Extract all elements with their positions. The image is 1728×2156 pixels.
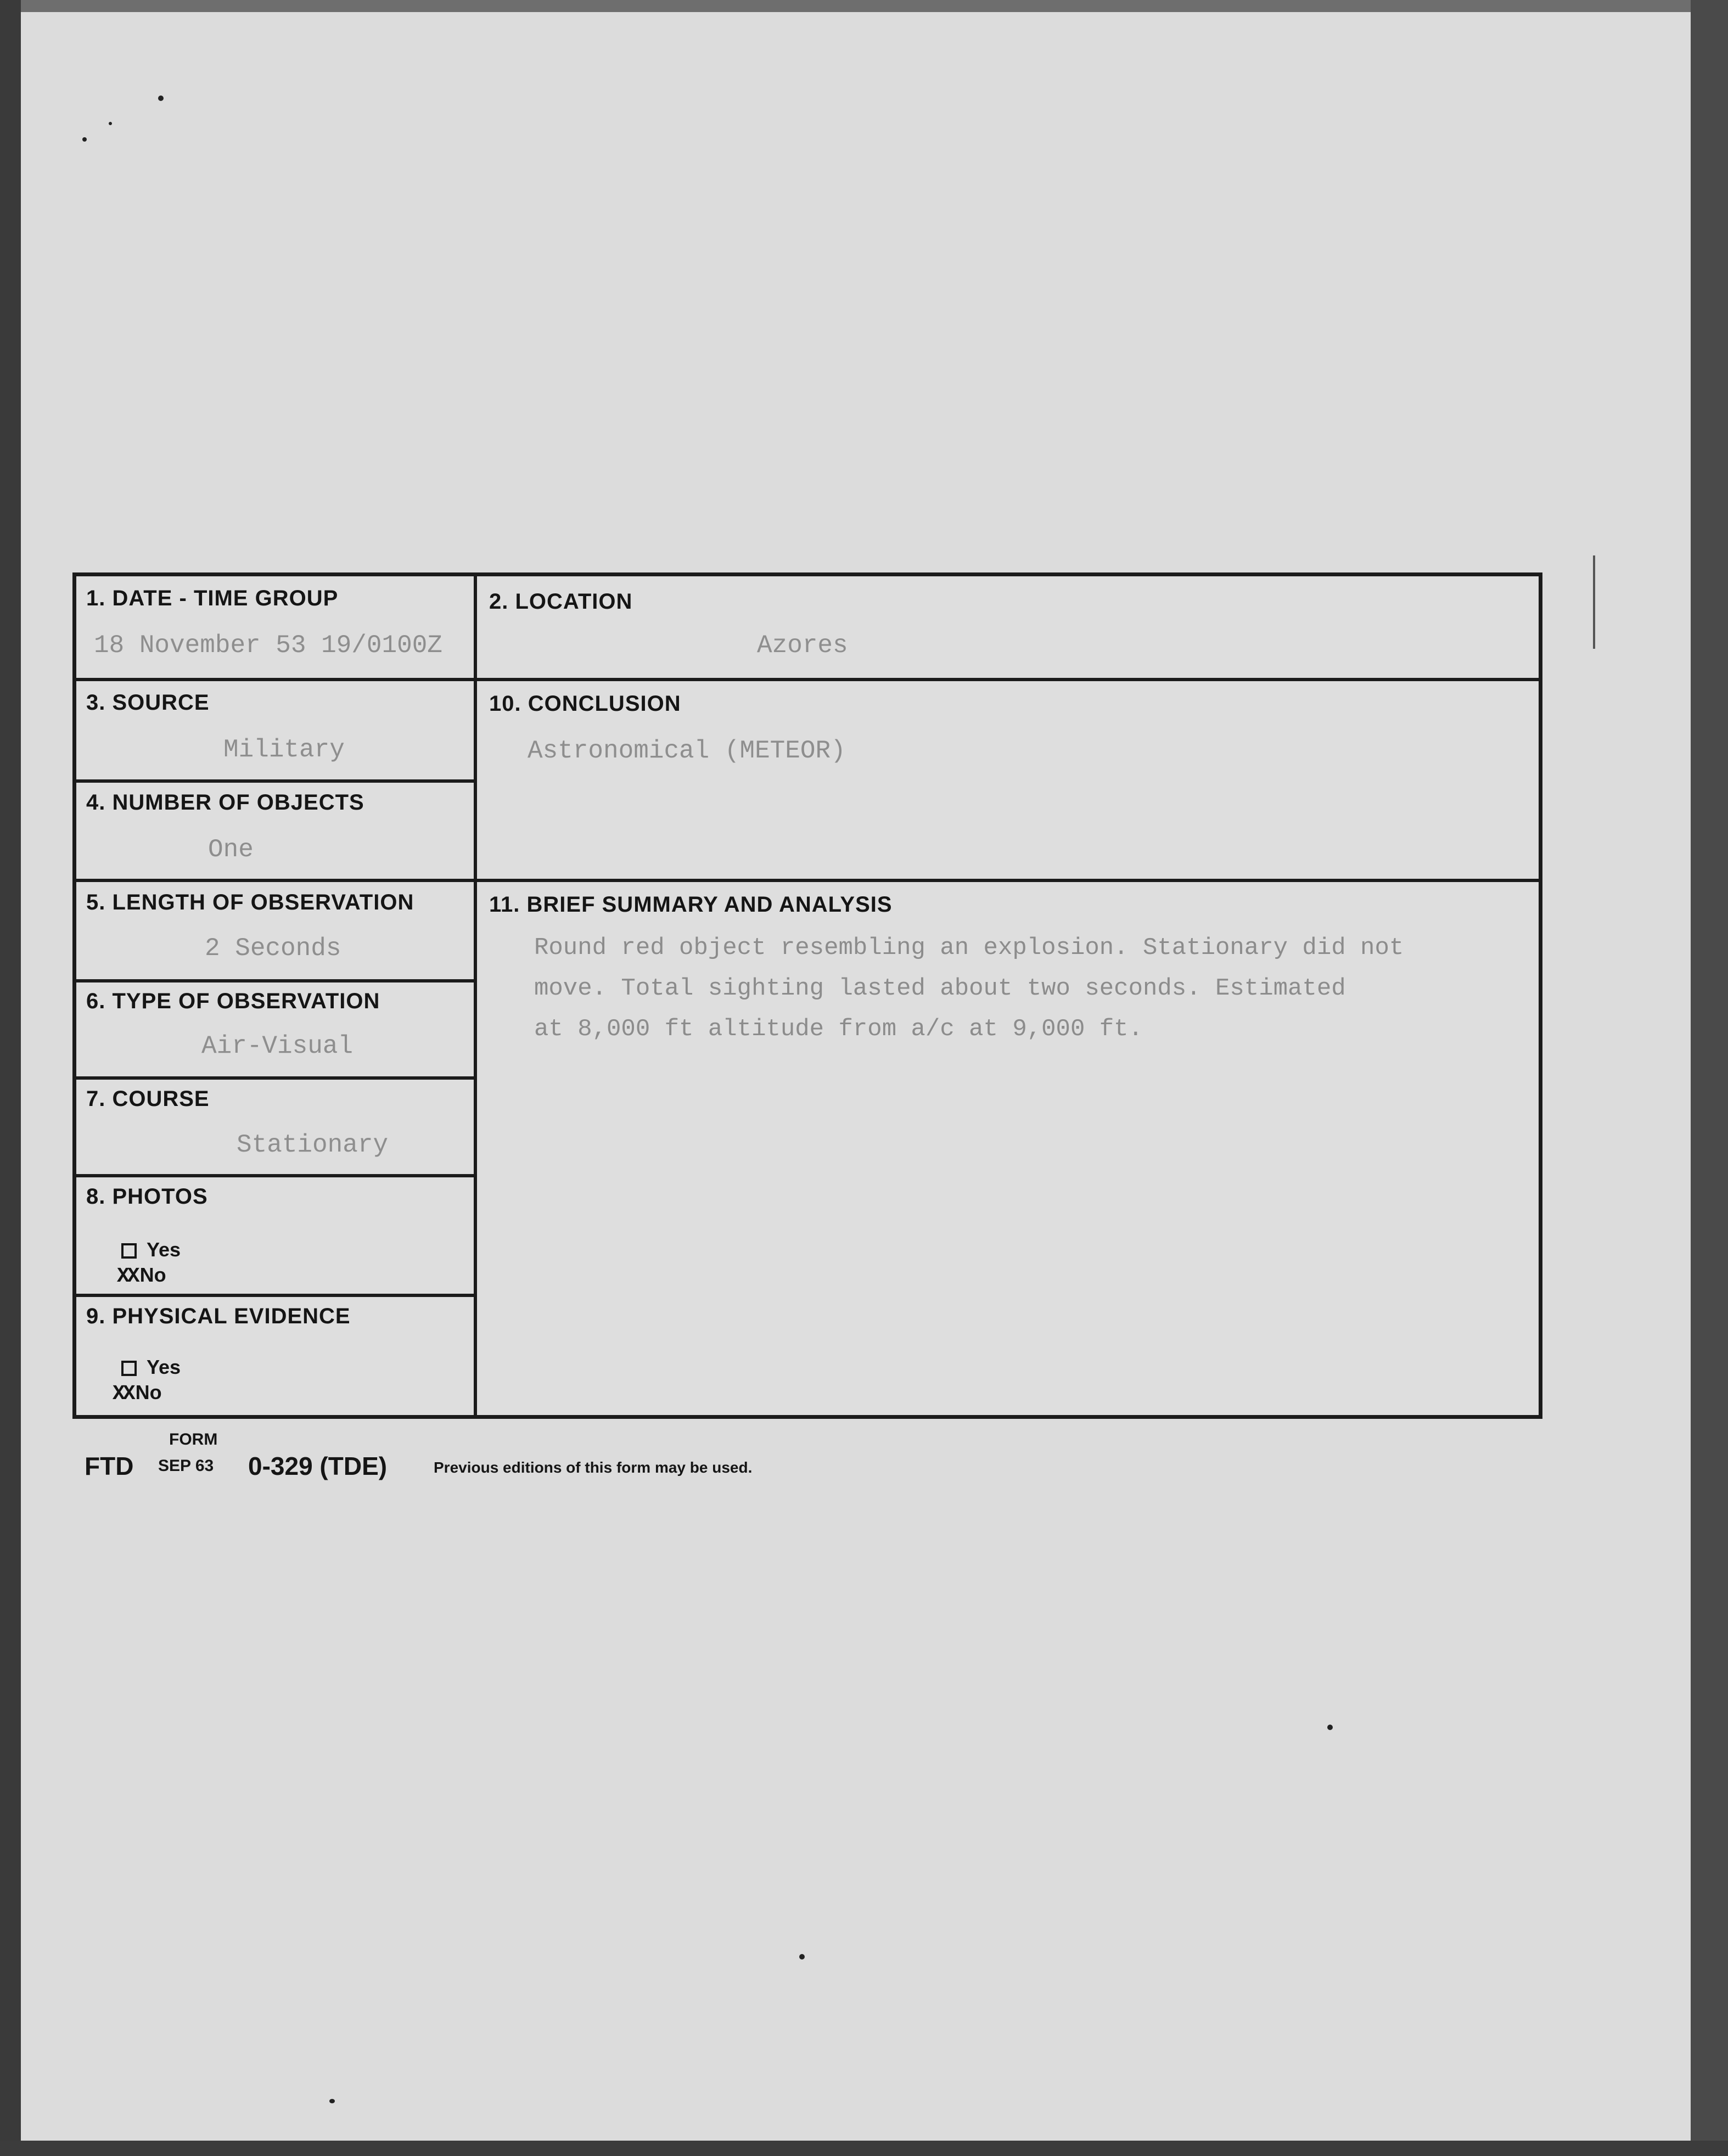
photos-yes-option: Yes	[121, 1238, 181, 1261]
num-objects-label: 4. NUMBER OF OBJECTS	[86, 790, 364, 815]
physical-yes-option: Yes	[121, 1356, 181, 1379]
dust-speck	[158, 96, 164, 101]
row-divider	[76, 1174, 474, 1177]
course-value: Stationary	[237, 1131, 389, 1159]
scan-edge-left	[0, 0, 21, 2156]
footer-note: Previous editions of this form may be used.	[434, 1459, 753, 1476]
location-value: Azores	[757, 631, 848, 660]
photos-label: 8. PHOTOS	[86, 1184, 208, 1209]
dust-speck	[109, 122, 112, 125]
checkbox-icon	[121, 1243, 137, 1259]
location-label: 2. LOCATION	[489, 589, 633, 614]
row-divider	[76, 879, 1539, 882]
source-value: Military	[223, 735, 345, 764]
observation-type-label: 6. TYPE OF OBSERVATION	[86, 989, 380, 1013]
scan-edge-top	[0, 0, 1728, 12]
photos-no-option: XX No	[117, 1264, 166, 1288]
row-divider	[76, 979, 474, 982]
ufo-report-form	[72, 572, 1542, 1419]
form-word: FORM	[169, 1430, 218, 1448]
length-value: 2 Seconds	[205, 934, 341, 963]
typed-x-mark-icon: XX	[113, 1382, 133, 1406]
summary-label: 11. BRIEF SUMMARY AND ANALYSIS	[489, 892, 893, 917]
physical-no-option: XX No	[113, 1381, 162, 1406]
dust-speck	[1327, 1725, 1333, 1730]
date-time-label: 1. DATE - TIME GROUP	[86, 586, 339, 610]
column-divider	[474, 576, 477, 1416]
form-number: 0-329 (TDE)	[248, 1452, 388, 1480]
row-divider	[76, 1076, 474, 1080]
conclusion-value: Astronomical (METEOR)	[528, 737, 846, 765]
physical-evidence-label: 9. PHYSICAL EVIDENCE	[86, 1304, 351, 1328]
summary-text: Round red object resembling an explosion. Stationary did not move. Total sighting lasted about two seconds. Estimated at 8,000 ft altitude from a/c at 9,000 ft.	[534, 934, 1404, 1043]
length-label: 5. LENGTH OF OBSERVATION	[86, 890, 414, 914]
checkbox-icon	[121, 1361, 137, 1376]
conclusion-label: 10. CONCLUSION	[489, 692, 681, 716]
scan-mark	[1593, 555, 1595, 649]
row-divider	[76, 779, 474, 783]
course-label: 7. COURSE	[86, 1087, 210, 1111]
dust-speck	[329, 2099, 335, 2103]
scan-edge-right	[1691, 0, 1728, 2156]
num-objects-value: One	[208, 835, 254, 864]
dust-speck	[82, 137, 87, 142]
row-divider	[76, 1294, 474, 1297]
dust-speck	[799, 1954, 805, 1960]
ftd-label: FTD	[85, 1452, 134, 1480]
observation-type-value: Air-Visual	[201, 1032, 354, 1060]
form-date-code: SEP 63	[158, 1457, 214, 1475]
row-divider	[76, 678, 1539, 681]
scan-edge-bottom	[0, 2141, 1728, 2156]
source-label: 3. SOURCE	[86, 690, 210, 715]
date-time-value: 18 November 53 19/0100Z	[94, 631, 442, 660]
typed-x-mark-icon: XX	[117, 1265, 138, 1288]
